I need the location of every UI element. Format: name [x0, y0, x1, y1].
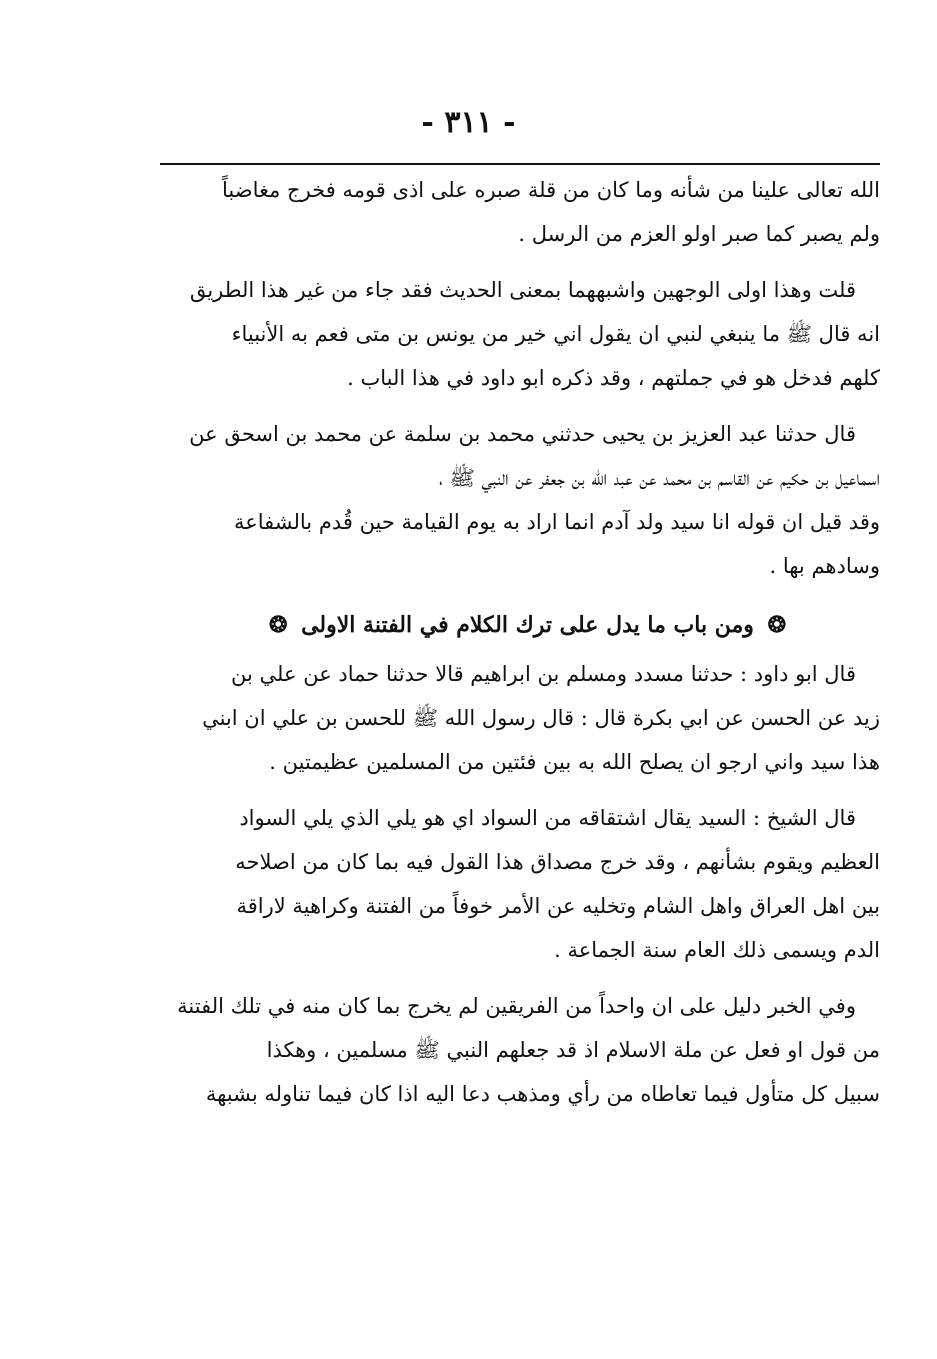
paragraph: [175, 652, 880, 784]
text-line: الله تعالى علينا من شأنه وما كان من قلة صبره على اذى قومه فخرج مغاضباً: [222, 178, 880, 202]
chapter-title: ومن باب ما يدل على ترك الكلام في الفتنة الاولى: [301, 612, 754, 638]
text-line: قال الشيخ : السيد يقال اشتقاقه من السواد اي هو يلي الذي يلي السواد: [239, 806, 856, 830]
text-line: كلهم فدخل هو في جملتهم ، وقد ذكره ابو داود في هذا الباب .: [347, 366, 880, 390]
text-line: اسماعيل بن حكيم عن القاسم بن محمد عن عبد الله بن جعفر عن النبي ﷺ ،: [438, 466, 880, 490]
paragraph: [175, 796, 880, 972]
text-line: قال حدثنا عبد العزيز بن يحيى حدثني محمد بن سلمة عن محمد بن اسحق عن: [189, 422, 856, 446]
text-line: قلت وهذا اولى الوجهين واشبههما بمعنى الحديث فقد جاء من غير هذا الطريق: [189, 278, 856, 302]
text-line: وسادهم بها .: [769, 554, 880, 578]
chapter-heading: [175, 598, 880, 652]
header-rule: [160, 163, 880, 165]
ornament-icon: ❂: [268, 612, 288, 638]
paragraph: [175, 168, 880, 256]
paragraph: [175, 412, 880, 588]
text-line: وقد قيل ان قوله انا سيد ولد آدم انما اراد به يوم القيامة حين قُدم بالشفاعة: [233, 510, 880, 534]
ornament-icon: ❂: [767, 612, 787, 638]
text-line: هذا سيد واني ارجو ان يصلح الله به بين فئتين من المسلمين عظيمتين .: [269, 750, 880, 774]
page-body: [175, 168, 880, 1116]
text-line: ولم يصبر كما صبر اولو العزم من الرسل .: [518, 222, 880, 246]
text-line: بين اهل العراق واهل الشام وتخليه عن الأمر خوفاً من الفتنة وكراهية لاراقة: [236, 894, 880, 918]
text-line: وفي الخبر دليل على ان واحداً من الفريقين لم يخرج بما كان منه في تلك الفتنة: [177, 994, 856, 1018]
paragraph: [175, 268, 880, 400]
text-line: من قول او فعل عن ملة الاسلام اذ قد جعلهم النبي ﷺ مسلمين ، وهكذا: [266, 1038, 880, 1062]
page-number: - ٣١١ -: [421, 105, 516, 140]
text-line: زيد عن الحسن عن ابي بكرة قال : قال رسول الله ﷺ للحسن بن علي ان ابني: [202, 706, 880, 730]
paragraph: [175, 984, 880, 1116]
text-line: انه قال ﷺ ما ينبغي لنبي ان يقول اني خير من يونس بن متى فعم به الأنبياء: [231, 322, 880, 346]
text-line: الدم ويسمى ذلك العام سنة الجماعة .: [554, 938, 880, 962]
text-line: العظيم ويقوم بشأنهم ، وقد خرج مصداق هذا القول فيه بما كان من اصلاحه: [235, 850, 880, 874]
text-line: سبيل كل متأول فيما تعاطاه من رأي ومذهب دعا اليه اذا كان فيما تناوله بشبهة: [205, 1082, 880, 1106]
text-line: قال ابو داود : حدثنا مسدد ومسلم بن ابراهيم قالا حدثنا حماد عن علي بن: [231, 662, 856, 686]
